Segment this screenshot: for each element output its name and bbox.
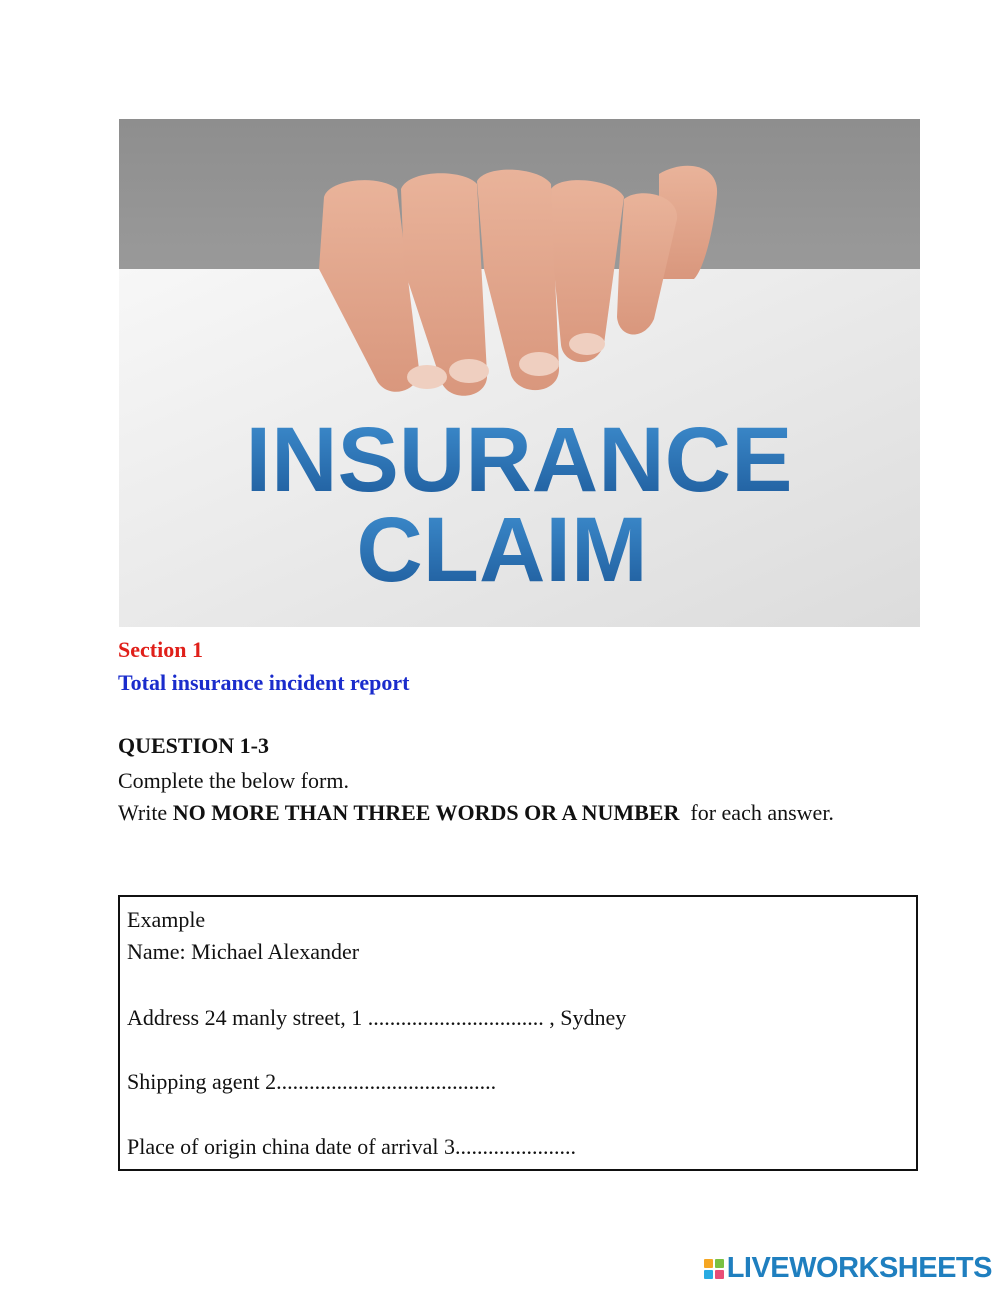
instruction-suffix: for each answer. [679,800,834,825]
logo-tiles-icon [704,1259,724,1279]
instruction-word-limit [118,797,878,829]
hero-title-line-1: INSURANCE [245,409,793,511]
form-shipping-agent-line[interactable]: Shipping agent 2........................................ [127,1069,497,1094]
hero-image [119,119,920,627]
form-example-label: Example [127,907,206,932]
insurance-claim-sign-illustration [119,119,920,627]
form-address-line[interactable]: Address 24 manly street, 1 ................................ , Sydney [127,1005,627,1030]
hero-title-line-2: CLAIM [356,499,648,601]
instruction-emphasis: NO MORE THAN THREE WORDS OR A NUMBER [172,800,680,825]
claim-form-box [118,895,918,1171]
form-origin-line[interactable]: Place of origin china date of arrival 3...................... [127,1134,577,1159]
liveworksheets-logo[interactable] [704,1252,992,1285]
instruction-line: Complete the below form. [118,768,349,793]
question-title: QUESTION 1-3 [118,733,269,758]
section-subtitle: Total insurance incident report [118,670,410,695]
instruction-prefix: Write [118,800,173,825]
section-label: Section 1 [118,637,203,662]
brand-name: LIVEWORKSHEETS [726,1252,992,1284]
form-name-line: Name: Michael Alexander [127,939,360,964]
